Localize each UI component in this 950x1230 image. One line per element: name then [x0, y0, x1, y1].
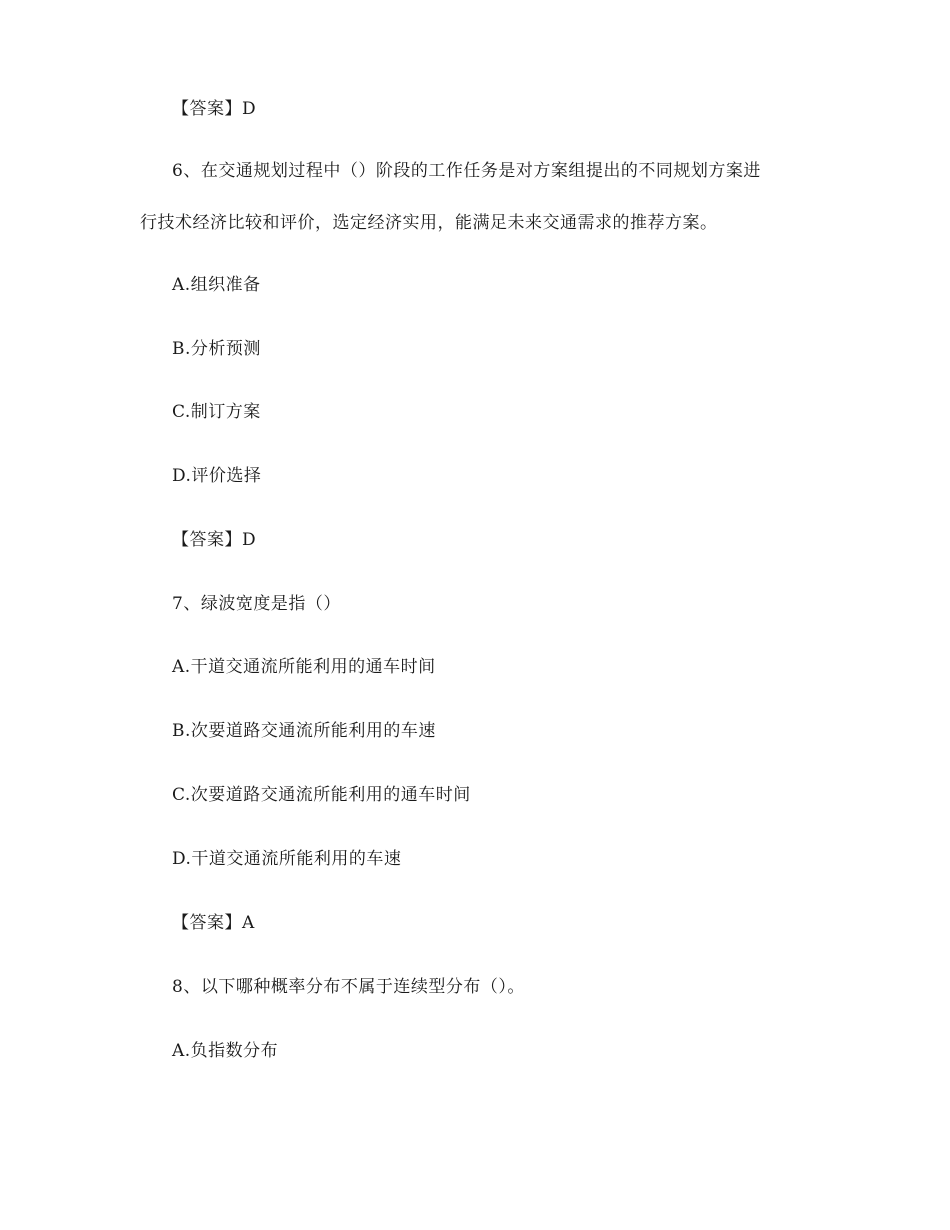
question-8-stem: 8、以下哪种概率分布不属于连续型分布（）。: [172, 977, 525, 997]
question-7-option-c: C.次要道路交通流所能利用的通车时间: [172, 785, 471, 805]
question-6-option-a: A.组织准备: [172, 275, 261, 295]
question-7-option-a: A.干道交通流所能利用的通车时间: [172, 657, 436, 677]
question-7-option-b: B.次要道路交通流所能利用的车速: [172, 721, 436, 741]
answer-7: 【答案】A: [172, 913, 255, 933]
question-8-option-a: A.负指数分布: [172, 1041, 279, 1061]
answer-5: 【答案】D: [172, 99, 257, 119]
question-7-stem: 7、绿波宽度是指（）: [172, 594, 341, 614]
question-6-option-c: C.制订方案: [172, 402, 261, 422]
question-7-option-d: D.干道交通流所能利用的车速: [172, 849, 402, 869]
question-6-stem-line-2: 行技术经济比较和评价，选定经济实用，能满足未来交通需求的推荐方案。: [140, 213, 718, 233]
answer-6: 【答案】D: [172, 530, 257, 550]
question-6-option-d: D.评价选择: [172, 466, 262, 486]
question-6-option-b: B.分析预测: [172, 339, 261, 359]
question-6-stem-line-1: 6、在交通规划过程中（）阶段的工作任务是对方案组提出的不同规划方案进: [172, 161, 761, 181]
